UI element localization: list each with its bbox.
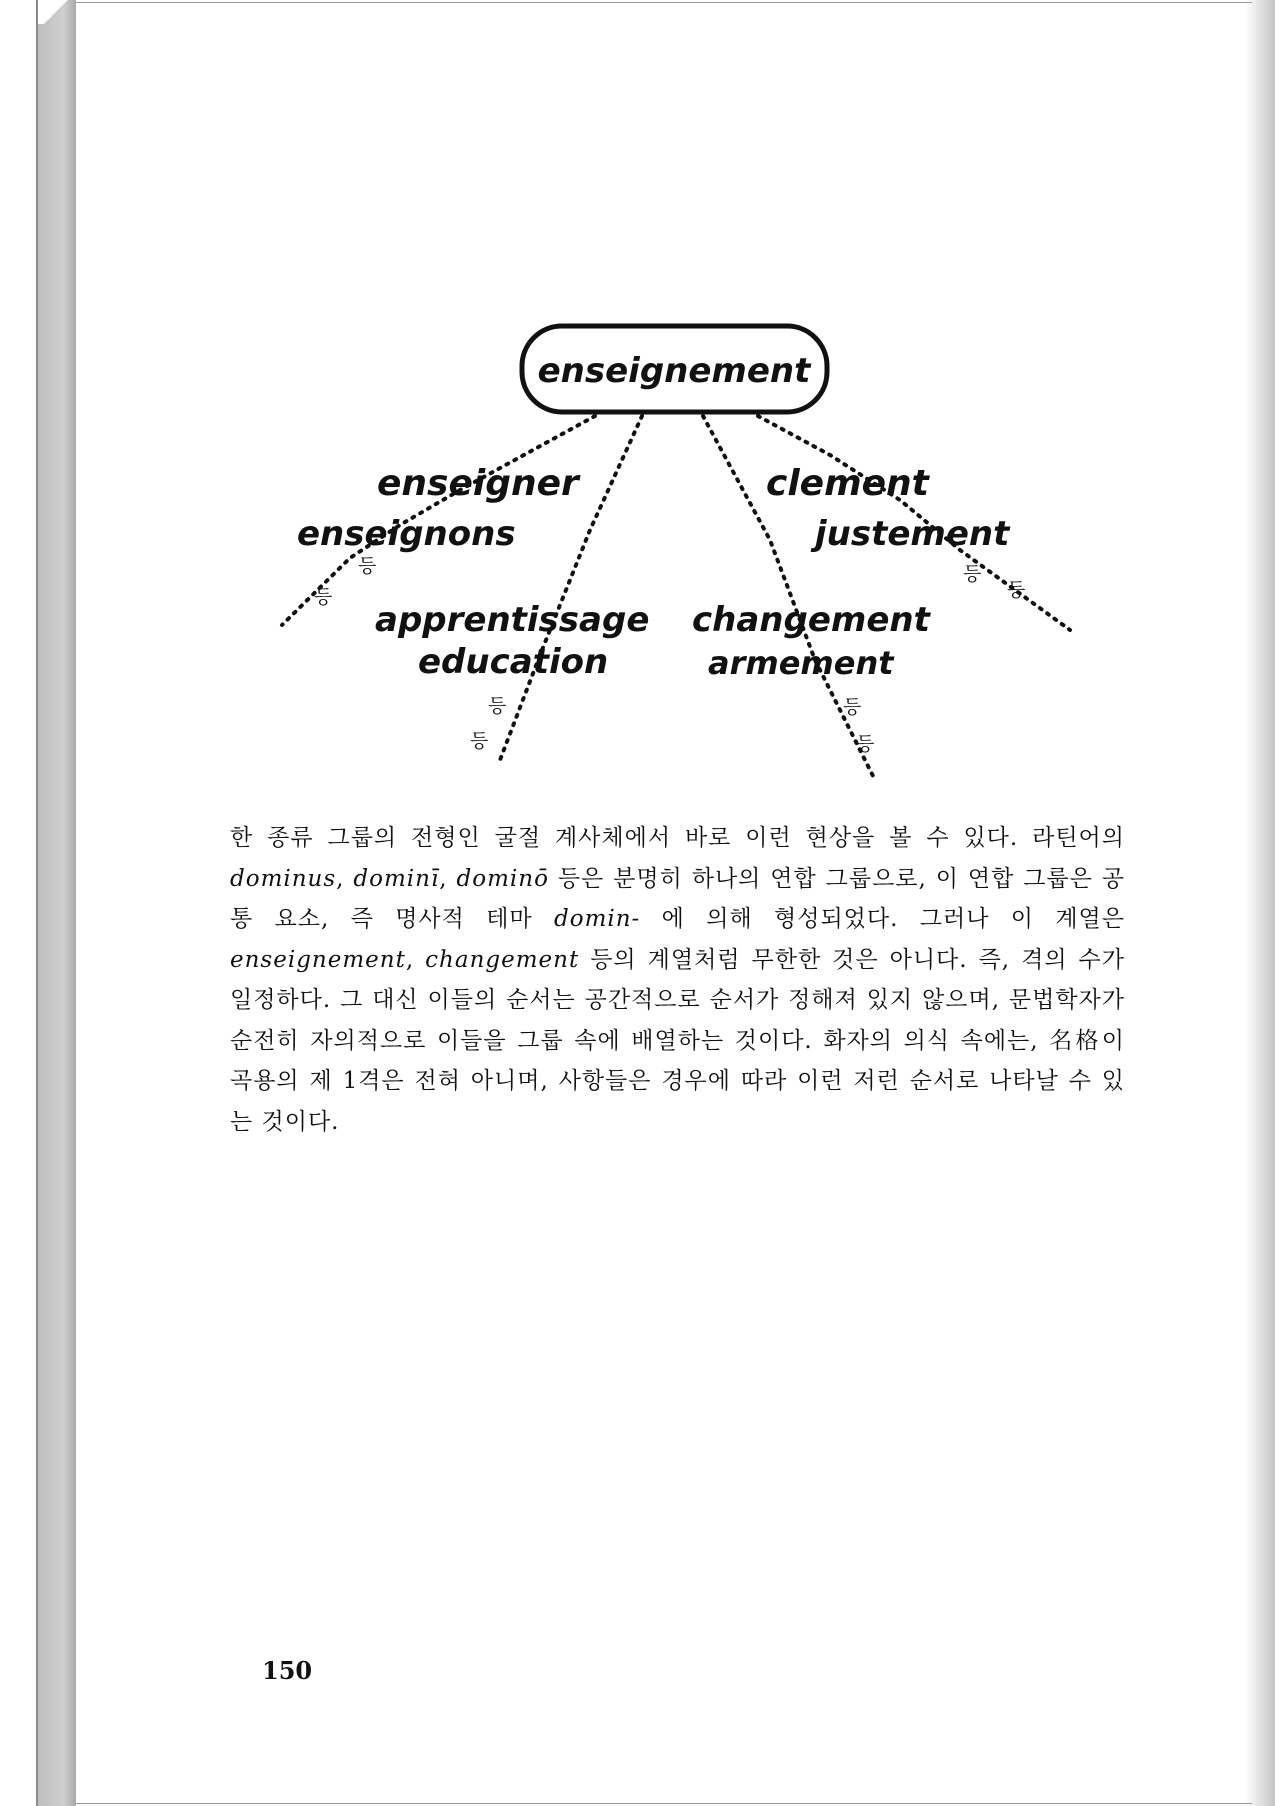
etc-marker: 등 (963, 563, 982, 585)
etc-marker: 등 (843, 696, 862, 718)
french-term: enseignement (230, 946, 406, 973)
body-text: , (439, 865, 457, 892)
etc-marker: 등 (470, 730, 489, 752)
body-text: , (336, 865, 354, 892)
body-text: 한 종류 그룹의 전형인 굴절 계사체에서 바로 이런 현상을 볼 수 있다. 라틴어의 (230, 825, 1125, 851)
body-text: , (405, 946, 426, 973)
book-spine-top (36, 0, 76, 24)
branch-word-clement: clement (766, 463, 929, 504)
branch-word-enseigner: enseigner (377, 463, 579, 504)
branch-word-justement: justement (815, 514, 1010, 554)
associative-diagram (0, 300, 1275, 800)
book-spine (36, 0, 76, 1806)
branch-word-armement: armement (708, 644, 894, 682)
branch-word-changement: changement (692, 600, 930, 640)
branch-word-enseignons: enseignons (297, 514, 516, 554)
latin-term: dominī (353, 865, 440, 892)
page-shadow (1245, 0, 1275, 1806)
latin-term: dominō (456, 865, 549, 892)
branch-word-education: education (418, 642, 609, 682)
etc-marker: 등 (314, 586, 333, 608)
body-text: 등은 분명히 하나의 연합 그룹으로, 이 연합 그룹은 공통 요소, 즉 명사적 테마 (230, 865, 1125, 932)
center-word: enseignement (537, 351, 811, 391)
body-text: 에 의해 형성되었다. 그러나 이 계열은 (640, 906, 1125, 932)
latin-term: domin- (554, 906, 641, 932)
latin-term: dominus (230, 865, 337, 892)
branch-word-apprentissage: apprentissage (375, 600, 650, 640)
etc-marker: 등 (856, 733, 875, 755)
french-term: changement (425, 946, 580, 973)
etc-marker: 등 (488, 695, 507, 717)
body-paragraph (230, 818, 1125, 1142)
page-number: 150 (262, 1656, 313, 1685)
etc-marker: 등 (1007, 579, 1026, 601)
body-text: 등의 계열처럼 무한한 것은 아니다. 즉, 격의 수가 일정하다. 그 대신 이들의 순서는 공간적으로 순서가 정해져 있지 않으며, 문법학자가 순전히 자의적으로 이들을 그룹 속에 배열하는 것이다. 화자의 의식 속에는, 名格이 곡용의 제 1격은 전혀 아니며, 사항들은 경우에 따라 이런 저런 순서로 나타날 수 있는 것이다. (230, 946, 1125, 1135)
etc-marker: 등 (358, 555, 377, 577)
page-edge (36, 0, 38, 1806)
